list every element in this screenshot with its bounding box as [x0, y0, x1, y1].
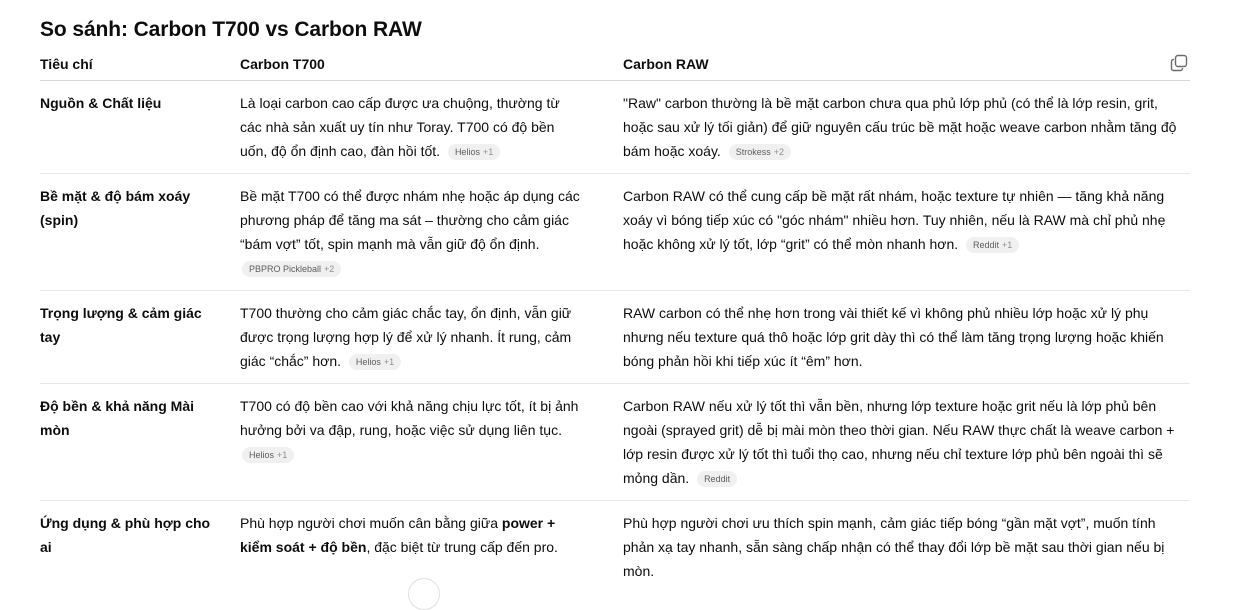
source-chip[interactable]: Reddit +1	[966, 237, 1019, 253]
table-row	[40, 384, 1190, 501]
row-t700: Phù hợp người chơi muốn cân bằng giữa power + kiểm soát + độ bền, đặc biệt từ trung cấp đến pro.	[240, 515, 558, 555]
header-raw: Carbon RAW	[623, 56, 709, 72]
source-chip[interactable]: Helios +1	[242, 447, 294, 463]
raw-text: Carbon RAW có thể cung cấp bề mặt rất nhám, hoặc texture tự nhiên — tăng khả năng xoáy vì bóng tiếp xúc có "góc nhám" nhiều hơn. Tuy nhiên, nếu là RAW mà chỉ phủ nhẹ hoặc không xử lý tốt, lớp “grit” có thể mòn nhanh hơn.	[623, 188, 1166, 252]
row-t700	[240, 91, 585, 163]
row-t700	[240, 394, 585, 466]
copy-table-icon[interactable]	[1170, 54, 1188, 72]
header-criteria: Tiêu chí	[40, 56, 93, 72]
source-chip[interactable]: Reddit	[697, 471, 737, 487]
source-chip[interactable]: PBPRO Pickleball +2	[242, 261, 341, 277]
source-chip[interactable]: Helios +1	[349, 354, 401, 370]
comparison-table	[40, 50, 1190, 581]
t700-text: Là loại carbon cao cấp được ưa chuộng, thường từ các nhà sản xuất uy tín như Toray. T700 có độ bền uốn, độ ổn định cao, đàn hồi tốt.	[240, 95, 560, 159]
row-criteria: Bề mặt & độ bám xoáy (spin)	[40, 188, 191, 228]
row-raw	[623, 394, 1190, 490]
t700-text: T700 có độ bền cao với khả năng chịu lực tốt, ít bị ảnh hưởng bởi va đập, rung, hoặc việc sử dụng liên tục.	[240, 398, 579, 438]
row-criteria: Nguồn & Chất liệu	[40, 95, 162, 111]
page-title: So sánh: Carbon T700 vs Carbon RAW	[40, 18, 422, 41]
source-chip[interactable]: Strokess +2	[729, 144, 791, 160]
row-raw: Phù hợp người chơi ưu thích spin mạnh, cảm giác tiếp bóng “gần mặt vợt”, muốn tính phản xạ tay nhanh, sẵn sàng chấp nhận có thể thay đổi lớp bề mặt sau thời gian nếu bị mòn.	[623, 515, 1165, 579]
table-row	[40, 81, 1190, 174]
table-row	[40, 174, 1190, 291]
row-raw: RAW carbon có thể nhẹ hơn trong vài thiết kế vì không phủ nhiều lớp hoặc xử lý phụ nhưng nếu texture quá thô hoặc lớp grit dày thì có thể làm tăng trọng lượng hoặc khiến bóng phản hồi khi tiếp xúc ít “êm” hơn.	[623, 305, 1164, 369]
row-criteria: Trọng lượng & cảm giác tay	[40, 305, 202, 345]
t700-text: T700 thường cho cảm giác chắc tay, ổn định, vẫn giữ được trọng lượng hợp lý để xử lý nhanh. Ít rung, cảm giác “chắc” hơn.	[240, 305, 572, 369]
table-row	[40, 291, 1190, 384]
scroll-down-button[interactable]	[408, 578, 440, 610]
table-header	[40, 50, 1190, 81]
row-raw	[623, 184, 1190, 256]
source-chip[interactable]: Helios +1	[448, 144, 500, 160]
raw-text: "Raw" carbon thường là bề mặt carbon chưa qua phủ lớp phủ (có thể là lớp resin, grit, hoặc sau xử lý tối giản) để giữ nguyên cấu trúc bề mặt hoặc weave carbon nhằm tăng độ bám hoặc xoáy.	[623, 95, 1177, 159]
row-criteria: Ứng dụng & phù hợp cho ai	[40, 515, 211, 555]
row-criteria: Độ bền & khả năng Mài mòn	[40, 398, 195, 438]
raw-text: Carbon RAW nếu xử lý tốt thì vẫn bền, nhưng lớp texture hoặc grit nếu là lớp phủ bên ngoài (sprayed grit) dễ bị mài mòn theo thời gian. Nếu RAW thực chất là weave carbon + lớp resin được xử lý tốt thì tuổi thọ cao, nhưng nếu chỉ texture lớp phủ bên ngoài thì sẽ mỏng dần.	[623, 398, 1175, 486]
row-t700	[240, 301, 585, 373]
table-row	[40, 501, 1190, 581]
t700-text: Bề mặt T700 có thể được nhám nhẹ hoặc áp dụng các phương pháp để tăng ma sát – thường cho cảm giác “bám vợt” tốt, spin mạnh mà vẫn giữ độ ổn định.	[240, 188, 580, 252]
row-raw	[623, 91, 1190, 163]
header-t700: Carbon T700	[240, 56, 325, 72]
row-t700	[240, 184, 585, 280]
